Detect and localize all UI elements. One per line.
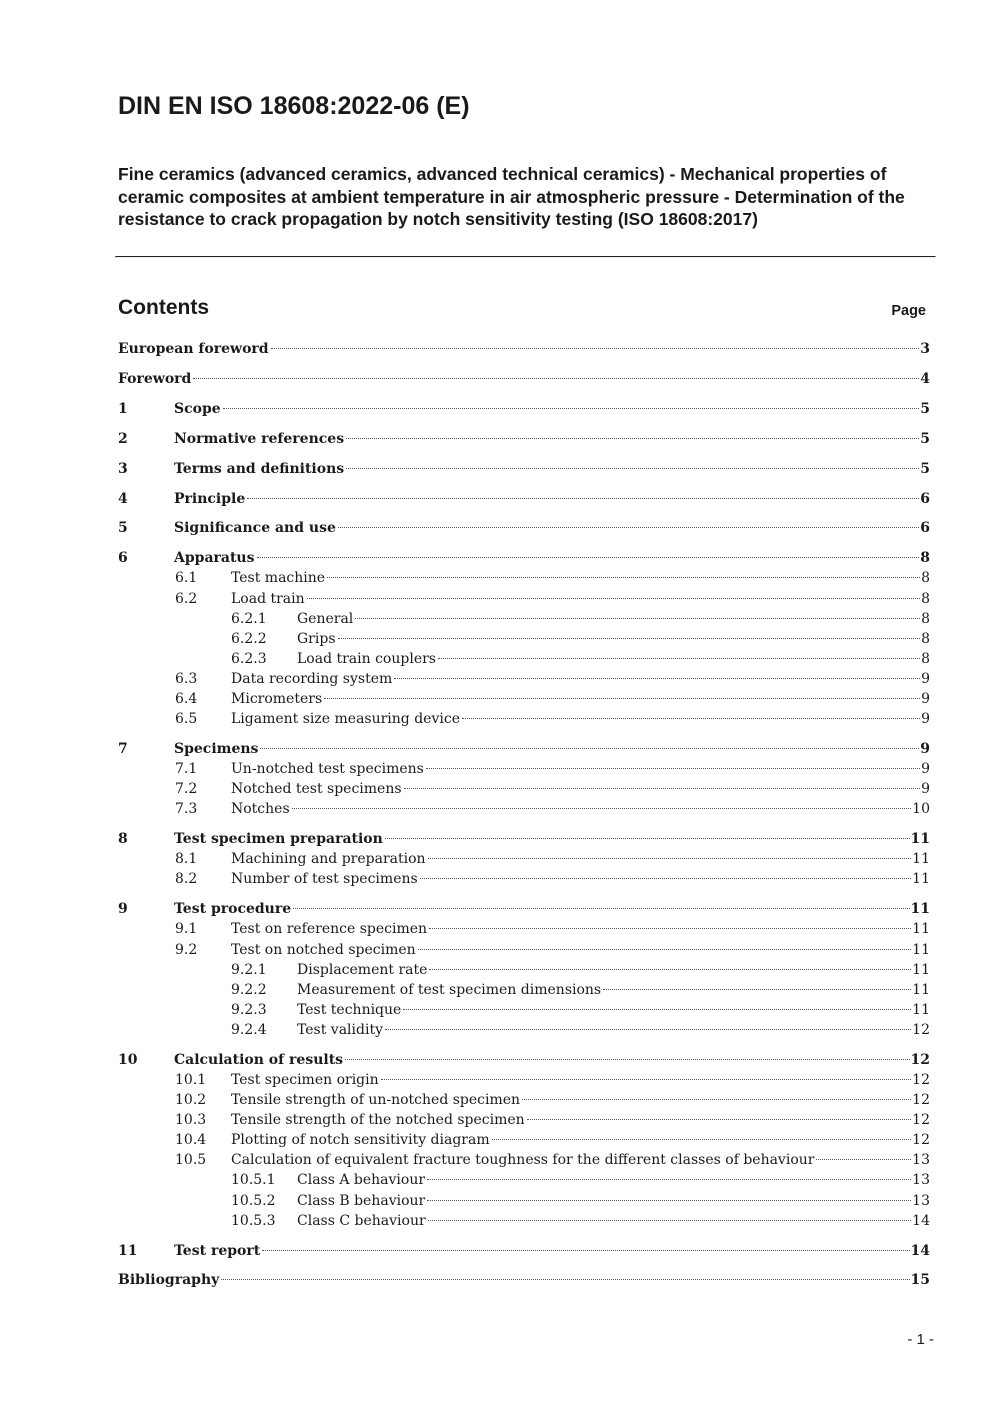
toc-entry[interactable] bbox=[175, 759, 930, 779]
toc-entry-number: 8 bbox=[118, 831, 128, 848]
toc-entry[interactable] bbox=[118, 1050, 930, 1070]
toc-entry[interactable] bbox=[118, 829, 930, 849]
toc-entry-page: 8 bbox=[921, 650, 930, 667]
toc-dot-leader bbox=[492, 1139, 912, 1140]
toc-entry[interactable] bbox=[175, 669, 930, 689]
toc-entry-page: 11 bbox=[912, 1001, 930, 1018]
toc-dot-leader bbox=[293, 908, 909, 909]
toc-entry-number: 10.2 bbox=[175, 1092, 207, 1108]
toc-entry[interactable] bbox=[231, 960, 930, 980]
toc-entry[interactable] bbox=[231, 629, 930, 649]
toc-entry-page: 12 bbox=[912, 1092, 930, 1108]
toc-entry-title: Scope bbox=[174, 400, 221, 417]
toc-entry-page: 13 bbox=[912, 1192, 930, 1209]
toc-entry-title: Micrometers bbox=[231, 691, 323, 707]
toc-entry-page: 11 bbox=[912, 981, 930, 998]
toc-entry-page: 9 bbox=[921, 691, 930, 707]
toc-entry-number: 4 bbox=[118, 490, 128, 507]
toc-entry-page: 12 bbox=[912, 1021, 930, 1038]
toc-entry[interactable] bbox=[175, 1110, 930, 1130]
toc-dot-leader bbox=[438, 658, 920, 659]
toc-entry[interactable] bbox=[175, 1070, 930, 1090]
toc-entry-title: Class A behaviour bbox=[297, 1172, 426, 1189]
toc-entry[interactable] bbox=[175, 919, 930, 939]
toc-dot-leader bbox=[418, 949, 912, 950]
toc-entry[interactable] bbox=[175, 1150, 930, 1170]
toc-entry[interactable] bbox=[118, 548, 930, 568]
toc-entry-number: 6.3 bbox=[175, 670, 198, 687]
toc-dot-leader bbox=[420, 878, 911, 879]
toc-entry-page: 9 bbox=[921, 761, 930, 778]
toc-entry[interactable] bbox=[118, 459, 930, 479]
toc-entry[interactable] bbox=[118, 339, 930, 359]
toc-entry-title: Class B behaviour bbox=[297, 1192, 426, 1209]
toc-entry-title: Plotting of notch sensitivity diagram bbox=[231, 1132, 490, 1149]
toc-entry[interactable] bbox=[118, 369, 930, 389]
toc-dot-leader bbox=[429, 928, 911, 929]
toc-entry-title: Foreword bbox=[118, 370, 192, 387]
toc-entry-title: Principle bbox=[174, 490, 246, 507]
toc-entry[interactable] bbox=[175, 940, 930, 960]
toc-dot-leader bbox=[385, 1029, 911, 1030]
toc-entry[interactable] bbox=[231, 980, 930, 1000]
toc-dot-leader bbox=[307, 598, 920, 599]
toc-dot-leader bbox=[260, 748, 919, 749]
toc-entry-number: 6.1 bbox=[175, 570, 198, 587]
toc-entry-number: 10.5.1 bbox=[231, 1172, 276, 1189]
toc-dot-leader bbox=[428, 858, 912, 859]
toc-entry-number: 10.5.3 bbox=[231, 1212, 276, 1229]
toc-entry-number: 6.2.3 bbox=[231, 650, 267, 667]
toc-entry-title: Test specimen origin bbox=[231, 1071, 379, 1088]
toc-entry-title: Test on reference specimen bbox=[231, 921, 428, 938]
toc-entry-number: 9.2.1 bbox=[231, 961, 267, 978]
toc-dot-leader bbox=[428, 1220, 912, 1221]
toc-entry-number: 9.2.4 bbox=[231, 1021, 267, 1038]
toc-entry[interactable] bbox=[118, 518, 930, 538]
toc-dot-leader bbox=[338, 527, 919, 528]
toc-entry-page: 11 bbox=[910, 901, 930, 918]
toc-entry-title: Load train couplers bbox=[297, 650, 436, 667]
toc-entry-number: 7.1 bbox=[175, 761, 198, 778]
toc-entry-number: 10.4 bbox=[175, 1132, 207, 1149]
toc-entry-page: 12 bbox=[910, 1051, 930, 1068]
toc-entry-number: 11 bbox=[118, 1242, 138, 1259]
toc-entry-title: Un-notched test specimens bbox=[231, 761, 424, 778]
toc-dot-leader bbox=[381, 1079, 912, 1080]
toc-entry-title: Tensile strength of the notched specimen bbox=[231, 1112, 525, 1129]
toc-entry-title: Test report bbox=[174, 1242, 261, 1259]
toc-entry-title: Test technique bbox=[297, 1001, 402, 1018]
toc-entry-number: 9.1 bbox=[175, 921, 198, 938]
toc-entry-title: Normative references bbox=[174, 430, 345, 447]
toc-entry[interactable] bbox=[175, 799, 930, 819]
toc-entry[interactable] bbox=[118, 739, 930, 759]
toc-entry[interactable] bbox=[118, 399, 930, 419]
toc-entry-title: Test machine bbox=[231, 570, 326, 587]
toc-entry[interactable] bbox=[118, 489, 930, 509]
document-title: Fine ceramics (advanced ceramics, advanced technical ceramics) - Mechanical properties of ceramic composites at ambient temperature in air atmospheric pressure - Determination of the resistance to crack propagation by notch sensitivity testing (ISO 18608:2017) bbox=[118, 164, 905, 229]
toc-entry-title: Test procedure bbox=[174, 901, 292, 918]
toc-entry-title: General bbox=[297, 610, 354, 627]
toc-dot-leader bbox=[346, 438, 919, 439]
toc-entry-number: 5 bbox=[118, 520, 128, 537]
toc-entry-page: 11 bbox=[912, 961, 930, 978]
toc-entry[interactable] bbox=[231, 1170, 930, 1190]
toc-entry-title: Class C behaviour bbox=[297, 1212, 426, 1229]
toc-entry-title: Calculation of results bbox=[174, 1051, 344, 1068]
toc-dot-leader bbox=[193, 378, 919, 379]
toc-entry-number: 8.2 bbox=[175, 871, 198, 888]
toc-entry-page: 6 bbox=[920, 520, 930, 537]
toc-entry-title: Notches bbox=[231, 801, 290, 818]
toc-entry-number: 10.5 bbox=[175, 1152, 207, 1169]
toc-dot-leader bbox=[247, 498, 919, 499]
toc-entry-page: 5 bbox=[920, 460, 930, 477]
toc-entry[interactable] bbox=[175, 709, 930, 729]
toc-entry-page: 5 bbox=[920, 430, 930, 447]
toc-entry-title: Data recording system bbox=[231, 670, 393, 687]
toc-dot-leader bbox=[257, 557, 920, 558]
toc-entry-page: 12 bbox=[912, 1071, 930, 1088]
toc-entry-page: 11 bbox=[912, 941, 930, 958]
toc-entry-title: Notched test specimens bbox=[231, 781, 402, 798]
toc-entry-title: Measurement of test specimen dimensions bbox=[297, 981, 602, 998]
toc-entry-title: Terms and definitions bbox=[174, 460, 345, 477]
toc-entry-title: Significance and use bbox=[174, 520, 336, 537]
toc-entry-page: 9 bbox=[921, 711, 930, 728]
toc-entry-page: 12 bbox=[912, 1132, 930, 1149]
toc-entry-page: 9 bbox=[920, 741, 930, 757]
toc-entry-title: Grips bbox=[297, 630, 336, 647]
toc-entry[interactable] bbox=[175, 779, 930, 799]
toc-entry-number: 7 bbox=[118, 741, 128, 757]
toc-entry-page: 11 bbox=[912, 921, 930, 938]
toc-entry-number: 10 bbox=[118, 1051, 138, 1068]
toc-dot-leader bbox=[262, 1250, 909, 1251]
contents-heading: Contents bbox=[118, 296, 209, 319]
toc-entry[interactable] bbox=[118, 1270, 930, 1290]
toc-entry-title: Test specimen preparation bbox=[174, 831, 383, 848]
toc-dot-leader bbox=[426, 768, 920, 769]
toc-dot-leader bbox=[522, 1099, 911, 1100]
toc-entry-page: 8 bbox=[921, 570, 930, 587]
page-column-label: Page bbox=[891, 303, 926, 319]
toc-entry-title: Ligament size measuring device bbox=[231, 711, 460, 728]
toc-dot-leader bbox=[355, 618, 920, 619]
page-number: - 1 - bbox=[907, 1331, 934, 1348]
toc-dot-leader bbox=[327, 577, 920, 578]
toc-entry[interactable] bbox=[231, 649, 930, 669]
toc-entry-title: Specimens bbox=[174, 741, 259, 757]
toc-entry-page: 14 bbox=[910, 1242, 930, 1259]
toc-entry-number: 6.2 bbox=[175, 590, 198, 607]
toc-entry-number: 8.1 bbox=[175, 851, 198, 868]
toc-entry-number: 10.1 bbox=[175, 1071, 207, 1088]
toc-dot-leader bbox=[527, 1119, 911, 1120]
toc-entry[interactable] bbox=[231, 1211, 930, 1231]
toc-dot-leader bbox=[462, 718, 920, 719]
toc-entry-title: Test validity bbox=[297, 1021, 383, 1038]
toc-dot-leader bbox=[385, 838, 910, 839]
toc-entry-number: 1 bbox=[118, 400, 128, 417]
toc-entry-page: 11 bbox=[912, 851, 930, 868]
toc-entry-page: 10 bbox=[912, 801, 930, 818]
toc-entry-number: 6.5 bbox=[175, 711, 198, 728]
toc-dot-leader bbox=[427, 1179, 911, 1180]
toc-entry-number: 2 bbox=[118, 430, 128, 447]
toc-dot-leader bbox=[816, 1159, 911, 1160]
toc-entry-page: 8 bbox=[921, 610, 930, 627]
toc-entry-number: 9.2 bbox=[175, 941, 198, 958]
toc-entry-title: Test on notched specimen bbox=[231, 941, 416, 958]
toc-entry-page: 5 bbox=[920, 400, 930, 417]
toc-dot-leader bbox=[324, 698, 920, 699]
toc-dot-leader bbox=[221, 1279, 909, 1280]
toc-entry-title: Bibliography bbox=[118, 1272, 220, 1289]
toc-entry-title: Load train bbox=[231, 590, 305, 607]
toc-entry-page: 11 bbox=[912, 871, 930, 888]
toc-entry[interactable] bbox=[175, 849, 930, 869]
toc-entry[interactable] bbox=[175, 869, 930, 889]
toc-entry-page: 12 bbox=[912, 1112, 930, 1129]
toc-dot-leader bbox=[603, 989, 911, 990]
toc-entry-page: 3 bbox=[920, 341, 930, 357]
toc-entry[interactable] bbox=[175, 589, 930, 609]
toc-entry[interactable] bbox=[231, 1191, 930, 1211]
toc-entry-title: Machining and preparation bbox=[231, 851, 426, 868]
toc-entry-page: 13 bbox=[912, 1152, 930, 1169]
toc-entry-page: 4 bbox=[920, 370, 930, 387]
toc-entry-title: Displacement rate bbox=[297, 961, 428, 978]
toc-dot-leader bbox=[427, 1200, 911, 1201]
toc-entry-page: 9 bbox=[921, 781, 930, 798]
toc-dot-leader bbox=[345, 1059, 909, 1060]
toc-entry-number: 9.2.2 bbox=[231, 981, 267, 998]
toc-entry[interactable] bbox=[118, 1241, 930, 1261]
toc-entry-number: 6.2.1 bbox=[231, 610, 267, 627]
toc-entry[interactable] bbox=[175, 1090, 930, 1110]
toc-entry[interactable] bbox=[231, 1020, 930, 1040]
toc-entry[interactable] bbox=[231, 1000, 930, 1020]
toc-entry-title: Number of test specimens bbox=[231, 871, 418, 888]
toc-dot-leader bbox=[338, 638, 921, 639]
toc-entry-page: 8 bbox=[920, 550, 930, 567]
toc-entry-title: Calculation of equivalent fracture toughness for the different classes of behaviour bbox=[231, 1152, 815, 1169]
toc-dot-leader bbox=[223, 408, 920, 409]
toc-entry-number: 9.2.3 bbox=[231, 1001, 267, 1018]
toc-dot-leader bbox=[292, 808, 912, 809]
document-number: DIN EN ISO 18608:2022-06 (E) bbox=[118, 92, 470, 120]
toc-entry-number: 6 bbox=[118, 550, 128, 567]
toc-entry[interactable] bbox=[118, 899, 930, 919]
toc-entry[interactable] bbox=[175, 1130, 930, 1150]
toc-dot-leader bbox=[429, 969, 911, 970]
toc-dot-leader bbox=[346, 468, 919, 469]
toc-entry-number: 7.3 bbox=[175, 801, 198, 818]
toc-entry-page: 9 bbox=[921, 670, 930, 687]
toc-entry-page: 15 bbox=[910, 1272, 930, 1289]
toc-dot-leader bbox=[394, 678, 920, 679]
toc-entry-page: 11 bbox=[910, 831, 930, 848]
toc-entry-number: 9 bbox=[118, 901, 128, 918]
toc-dot-leader bbox=[271, 348, 920, 349]
toc-entry-page: 8 bbox=[921, 590, 930, 607]
toc-entry-title: Tensile strength of un-notched specimen bbox=[231, 1092, 521, 1108]
toc-entry-page: 6 bbox=[920, 490, 930, 507]
toc-entry-number: 3 bbox=[118, 460, 128, 477]
toc-entry-page: 13 bbox=[912, 1172, 930, 1189]
toc-entry-number: 6.2.2 bbox=[231, 630, 267, 647]
toc-entry[interactable] bbox=[175, 689, 930, 709]
toc-entry-page: 8 bbox=[921, 630, 930, 647]
toc-entry[interactable] bbox=[231, 609, 930, 629]
toc-entry-number: 10.3 bbox=[175, 1112, 207, 1129]
toc-entry-number: 7.2 bbox=[175, 781, 198, 798]
toc-dot-leader bbox=[404, 788, 921, 789]
toc-entry-title: European foreword bbox=[118, 341, 269, 357]
toc-entry-page: 14 bbox=[912, 1212, 930, 1229]
toc-dot-leader bbox=[403, 1009, 911, 1010]
toc-entry[interactable] bbox=[175, 568, 930, 588]
toc-entry[interactable] bbox=[118, 429, 930, 449]
toc-entry-number: 6.4 bbox=[175, 691, 198, 707]
toc-entry-number: 10.5.2 bbox=[231, 1192, 276, 1209]
toc-entry-title: Apparatus bbox=[174, 550, 255, 567]
